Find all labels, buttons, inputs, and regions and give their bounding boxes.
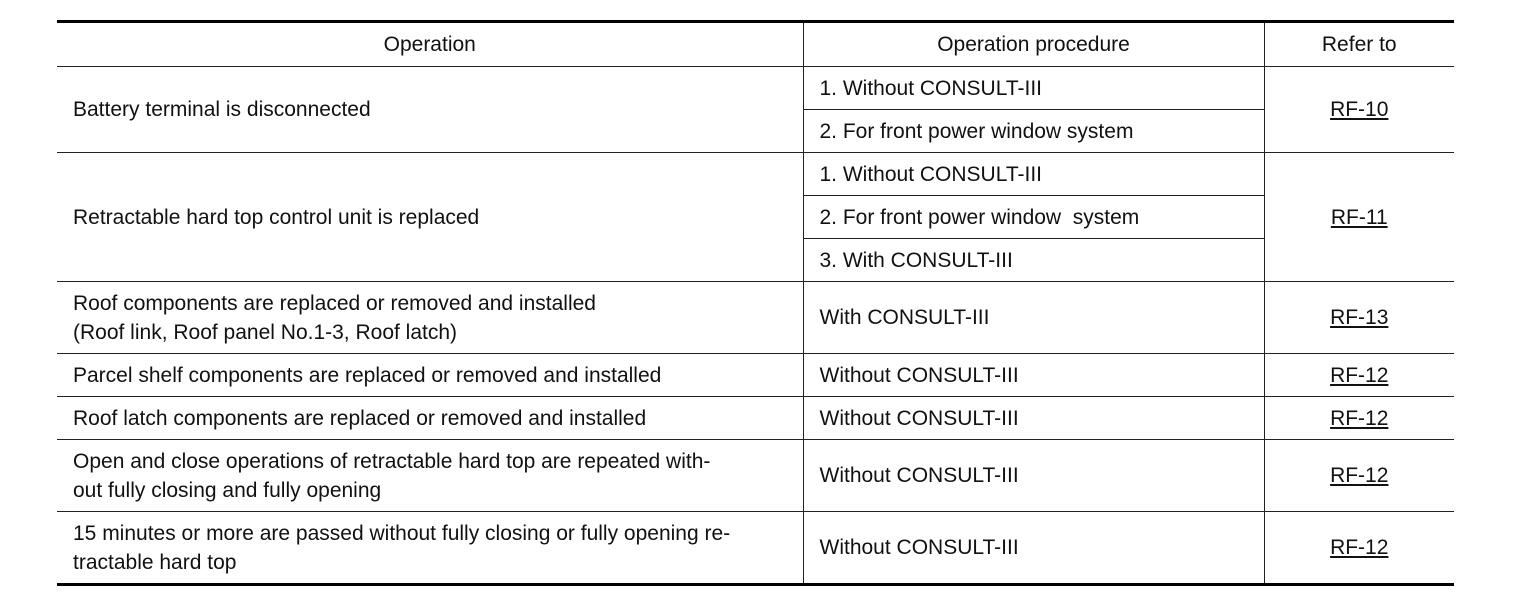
ref-link-rf-12[interactable]: RF-12 <box>1330 536 1389 559</box>
operation-text: Retractable hard top control unit is replaced <box>73 205 480 229</box>
refer-cell <box>1264 354 1454 397</box>
operation-cell <box>57 153 803 282</box>
operation-cell <box>57 512 803 585</box>
procedure-cell: 1. Without CONSULT-III <box>803 67 1264 110</box>
table-header-row <box>57 22 1454 67</box>
table-row <box>57 67 1454 110</box>
procedure-cell: 1. Without CONSULT-III <box>803 153 1264 196</box>
operation-cell <box>57 67 803 153</box>
table-row <box>57 512 1454 585</box>
operation-text: Battery terminal is disconnected <box>73 98 371 121</box>
operation-text-line-1: Open and close operations of retractable hard top are repeated with- <box>73 449 711 473</box>
operation-cell <box>57 282 803 354</box>
operation-text-line-2: (Roof link, Roof panel No.1-3, Roof latch) <box>73 320 458 344</box>
table-row <box>57 354 1454 397</box>
procedure-cell: Without CONSULT-III <box>803 440 1264 512</box>
operation-text: Parcel shelf components are replaced or removed and installed <box>73 363 662 387</box>
refer-cell <box>1264 282 1454 354</box>
operation-cell <box>57 397 803 440</box>
refer-cell <box>1264 67 1454 153</box>
operation-cell <box>57 440 803 512</box>
operation-text-line-1: 15 minutes or more are passed without fully closing or fully opening re- <box>73 521 731 545</box>
procedure-cell: Without CONSULT-III <box>803 354 1264 397</box>
ref-link-rf-13[interactable]: RF-13 <box>1330 306 1389 329</box>
operation-text-line-1: Roof components are replaced or removed and installed <box>73 291 596 315</box>
ref-link-rf-12[interactable]: RF-12 <box>1330 363 1389 387</box>
operation-text-line-2: out fully closing and fully opening <box>73 478 382 502</box>
ref-link-rf-10[interactable]: RF-10 <box>1330 98 1389 121</box>
operation-cell <box>57 354 803 397</box>
procedure-cell: 2. For front power window system <box>803 196 1264 239</box>
procedure-cell: 2. For front power window system <box>803 110 1264 153</box>
refer-cell <box>1264 440 1454 512</box>
table-row <box>57 153 1454 196</box>
table-row <box>57 440 1454 512</box>
procedure-cell: Without CONSULT-III <box>803 512 1264 585</box>
header-operation-procedure: Operation procedure <box>803 22 1264 67</box>
ref-link-rf-12[interactable]: RF-12 <box>1330 464 1389 487</box>
operation-text-line-2: tractable hard top <box>73 550 237 574</box>
header-operation: Operation <box>57 22 803 67</box>
procedure-cell: Without CONSULT-III <box>803 397 1264 440</box>
procedure-cell: With CONSULT-III <box>803 282 1264 354</box>
operation-reference-table <box>57 20 1454 586</box>
table-row <box>57 397 1454 440</box>
refer-cell <box>1264 153 1454 282</box>
refer-cell <box>1264 397 1454 440</box>
ref-link-rf-11[interactable]: RF-11 <box>1330 205 1388 229</box>
header-refer-to: Refer to <box>1264 22 1454 67</box>
table-row <box>57 282 1454 354</box>
procedure-cell: 3. With CONSULT-III <box>803 239 1264 282</box>
operation-text: Roof latch components are replaced or removed and installed <box>73 406 647 430</box>
ref-link-rf-12[interactable]: RF-12 <box>1330 406 1389 430</box>
refer-cell <box>1264 512 1454 585</box>
